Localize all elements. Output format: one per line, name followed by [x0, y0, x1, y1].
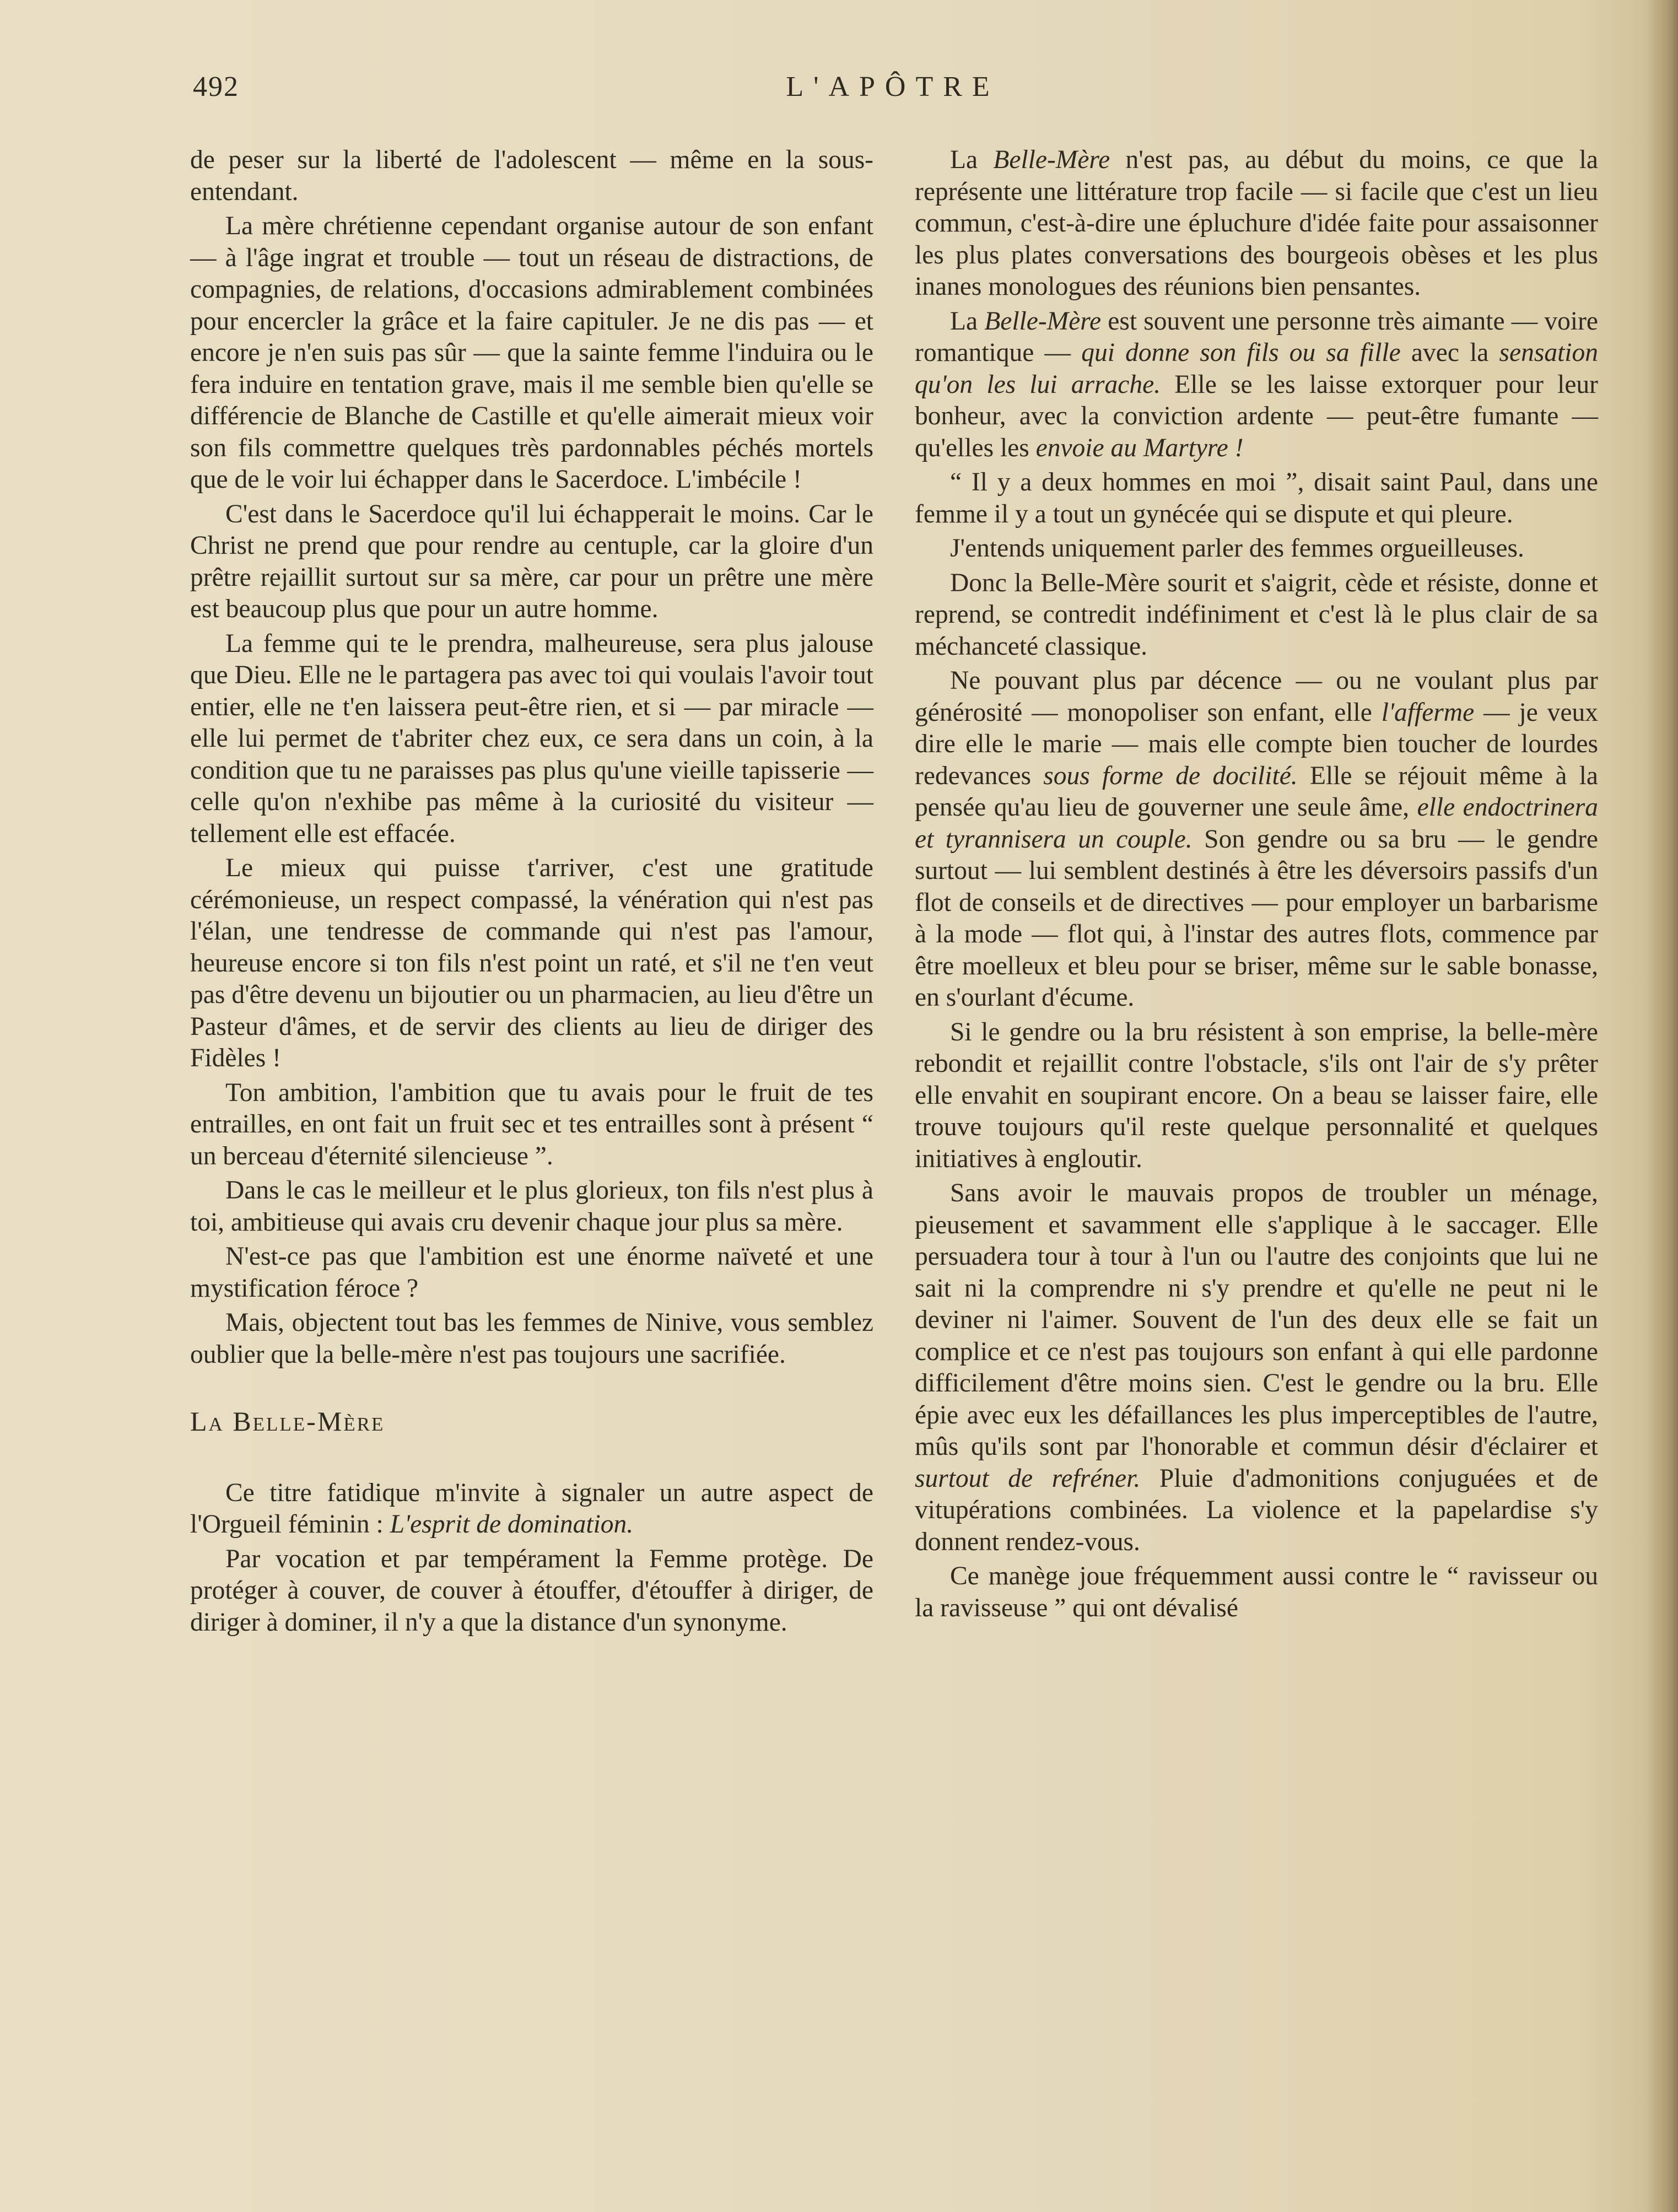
paragraph-text: Donc la Belle-Mère sourit et s'aigrit, cède et résiste, donne et reprend, se contredit indéfiniment et c'est là le plus clair de sa méchanceté classique. [915, 568, 1598, 661]
page-header [187, 71, 1598, 115]
paragraph [915, 1561, 1598, 1624]
paragraph-text: La mère chrétienne cependant organise autour de son enfant — à l'âge ingrat et trouble — tout un réseau de distractions, de compagnies, de relations, d'occasions admirablement combinées pour encercler la grâce et la faire capituler. Je ne dis pas — et encore je n'en suis pas sûr — que la sainte femme l'induira ou le fera induire en tentation grave, mais il me semble bien qu'elle se différencie de Blanche de Castille et qu'elle aimerait mieux voir son fils commettre quelques très pardonnables péchés mortels que de le voir lui échapper dans le Sacerdoce. L'imbécile ! [190, 212, 873, 494]
running-title: L'APÔTRE [786, 71, 1000, 102]
paragraph-text: — je veux dire elle le marie — mais elle compte bien toucher de lourdes redevances [915, 698, 1598, 790]
paragraph-text: de peser sur la liberté de l'adolescent — même en la sous-entendant. [190, 145, 873, 206]
paragraph [915, 144, 1598, 303]
paragraph-text: Elle se réjouit même à la pensée qu'au lieu de gouverner une seule âme, [915, 761, 1599, 822]
italic-phrase: qui donne son fils ou sa fille [1081, 338, 1401, 367]
paragraph-text: Dans le cas le meilleur et le plus glorieux, ton fils n'est plus à toi, ambitieuse qui avais cru devenir chaque jour plus sa mère. [190, 1176, 873, 1237]
paragraph [915, 1178, 1598, 1558]
italic-phrase: envoie au Martyre ! [1035, 433, 1244, 462]
paragraph-text: C'est dans le Sacerdoce qu'il lui échapperait le moins. Car le Christ ne prend que pour rendre au centuple, car la gloire d'un prêtre rejaillit surtout sur sa mère, car pour un prêtre une mère est beaucoup plus que pour un autre homme. [190, 499, 873, 623]
paragraph [915, 1017, 1598, 1175]
paragraph-text: N'est-ce pas que l'ambition est une énorme naïveté et une mystification féroce ? [190, 1242, 873, 1303]
page-number: 492 [193, 71, 239, 102]
italic-phrase: sous forme de docilité. [1043, 761, 1298, 790]
section-heading: La Belle-Mère [190, 1406, 385, 1437]
paragraph-text: “ Il y a deux hommes en moi ”, disait saint Paul, dans une femme il y a tout un gynécée qui se dispute et qui pleure. [915, 468, 1598, 528]
paragraph [915, 533, 1598, 565]
paragraph [915, 568, 1598, 663]
paragraph-text: Pluie d'admonitions conjuguées et de vitupérations combinées. La violence et la papelardise s'y donnent rendez-vous. [915, 1464, 1598, 1556]
italic-phrase: Belle-Mère [984, 306, 1102, 336]
paragraph [190, 853, 873, 1075]
left-column [190, 144, 873, 1641]
paragraph [915, 467, 1598, 530]
paragraph-text: J'entends uniquement parler des femmes orgueilleuses. [950, 534, 1524, 563]
paragraph-text: avec la [1400, 338, 1499, 367]
italic-phrase: l'afferme [1381, 698, 1475, 727]
paragraph [190, 628, 873, 850]
page-edge-shadow [1645, 0, 1678, 2212]
paragraph [190, 1477, 873, 1541]
paragraph-text: Mais, objectent tout bas les femmes de Ninive, vous semblez oublier que la belle-mère n'est pas toujours une sacrifiée. [190, 1308, 873, 1369]
paragraph [915, 306, 1598, 465]
paragraph-text: La [950, 306, 985, 336]
paragraph-text: Sans avoir le mauvais propos de troubler un ménage, pieusement et savamment elle s'applique à le saccager. Elle persuadera tour à tour à l'un ou l'autre des conjoints que lui ne sait ni la comprendre ni s'y prendre et qu'elle ne peut ni le deviner ni l'aimer. Souvent de l'un des deux elle se fait un complice et ce n'est pas toujours son enfant à qui elle pardonne difficilement d'être moins sien. C'est le gendre ou la bru. Elle épie avec eux les défaillances les plus imperceptibles de l'autre, mûs qu'ils sont par l'honorable et commun désir d'éclairer et [915, 1179, 1598, 1461]
paragraph-text: Elle se les laisse extorquer pour leur bonheur, avec la conviction ardente — peut-être fumante — qu'elles les [915, 370, 1598, 462]
right-column [915, 144, 1598, 1627]
paragraph [190, 1307, 873, 1371]
paragraph-text: Son gendre ou sa bru — le gendre surtout — lui semblent destinés à être les déversoirs passifs d'un flot de conseils et de directives — pour employer un barbarisme à la mode — flot qui, à l'instar des autres flots, commence par être moelleux et bleu pour se briser, même sur le sable bonasse, en s'ourlant d'écume. [915, 824, 1598, 1012]
paragraph [915, 665, 1598, 1014]
paragraph-text: Le mieux qui puisse t'arriver, c'est une gratitude cérémonieuse, un respect compassé, la vénération qui n'est pas l'élan, une tendresse de commande qui n'est pas l'amour, heureuse encore si ton fils n'est point un raté, et s'il ne t'en veut pas d'être devenu un bijoutier ou un pharmacien, au lieu d'être un Pasteur d'âmes, et de servir des clients au lieu de diriger des Fidèles ! [190, 854, 873, 1072]
paragraph [190, 1175, 873, 1238]
paragraph-text: Ce titre fatidique m'invite à signaler un autre aspect de l'Orgueil féminin : [190, 1478, 873, 1539]
paragraph [190, 499, 873, 625]
paragraph-text: La femme qui te le prendra, malheureuse, sera plus jalouse que Dieu. Elle ne le partagera pas avec toi qui voulais l'avoir tout entier, elle ne t'en laissera peut-être rien, et si — par miracle — elle lui permet de t'abriter chez eux, ce sera dans un coin, à la condition que tu ne paraisses pas plus qu'une vieille tapisserie — celle qu'on n'exhibe pas même à la curiosité du visiteur — tellement elle est effacée. [190, 629, 873, 848]
paragraph [190, 211, 873, 496]
paragraph [190, 1077, 873, 1173]
paragraph [190, 1241, 873, 1304]
italic-phrase: elle endoctrinera et tyrannisera un couple. [915, 793, 1598, 854]
paragraph-text: n'est pas, au début du moins, ce que la représente une littérature trop facile — si facile que c'est un lieu commun, c'est-à-dire une épluchure d'idée faite pour assaisonner les plus plates conversations des bourgeois obèses et les plus inanes monologues des réunions bien pensantes. [915, 145, 1598, 301]
paragraph-text: Si le gendre ou la bru résistent à son emprise, la belle-mère rebondit et rejaillit contre l'obstacle, s'ils ont l'air de s'y prêter elle envahit en soupirant encore. On a beau se laisser faire, elle trouve toujours qu'il reste quelque personnalité et quelques initiatives à engloutir. [915, 1017, 1598, 1173]
italic-phrase: L'esprit de domination. [390, 1510, 634, 1539]
paragraph [190, 1544, 873, 1639]
paragraph-text: Ton ambition, l'ambition que tu avais pour le fruit de tes entrailles, en ont fait un fruit sec et tes entrailles sont à présent “ un berceau d'éternité silencieuse ”. [190, 1078, 873, 1170]
paragraph-text: Par vocation et par tempérament la Femme protège. De protéger à couver, de couver à étouffer, d'étouffer à diriger, de diriger à dominer, il n'y a que la distance d'un synonyme. [190, 1544, 873, 1637]
paragraph-text: est souvent une personne très aimante — voire romantique — [915, 306, 1598, 367]
paragraph [190, 144, 873, 208]
paragraph-text: Ne pouvant plus par décence — ou ne voulant plus par générosité — monopoliser son enfant, elle [915, 666, 1598, 727]
paragraph-text: Ce manège joue fréquemment aussi contre le “ ravisseur ou la ravisseuse ” qui ont dévalisé [915, 1562, 1598, 1622]
paragraph-text: La [950, 145, 994, 174]
italic-phrase: Belle-Mère [993, 145, 1110, 174]
italic-phrase: sensation qu'on les lui arrache. [915, 338, 1598, 399]
italic-phrase: surtout de refréner. [915, 1464, 1141, 1493]
